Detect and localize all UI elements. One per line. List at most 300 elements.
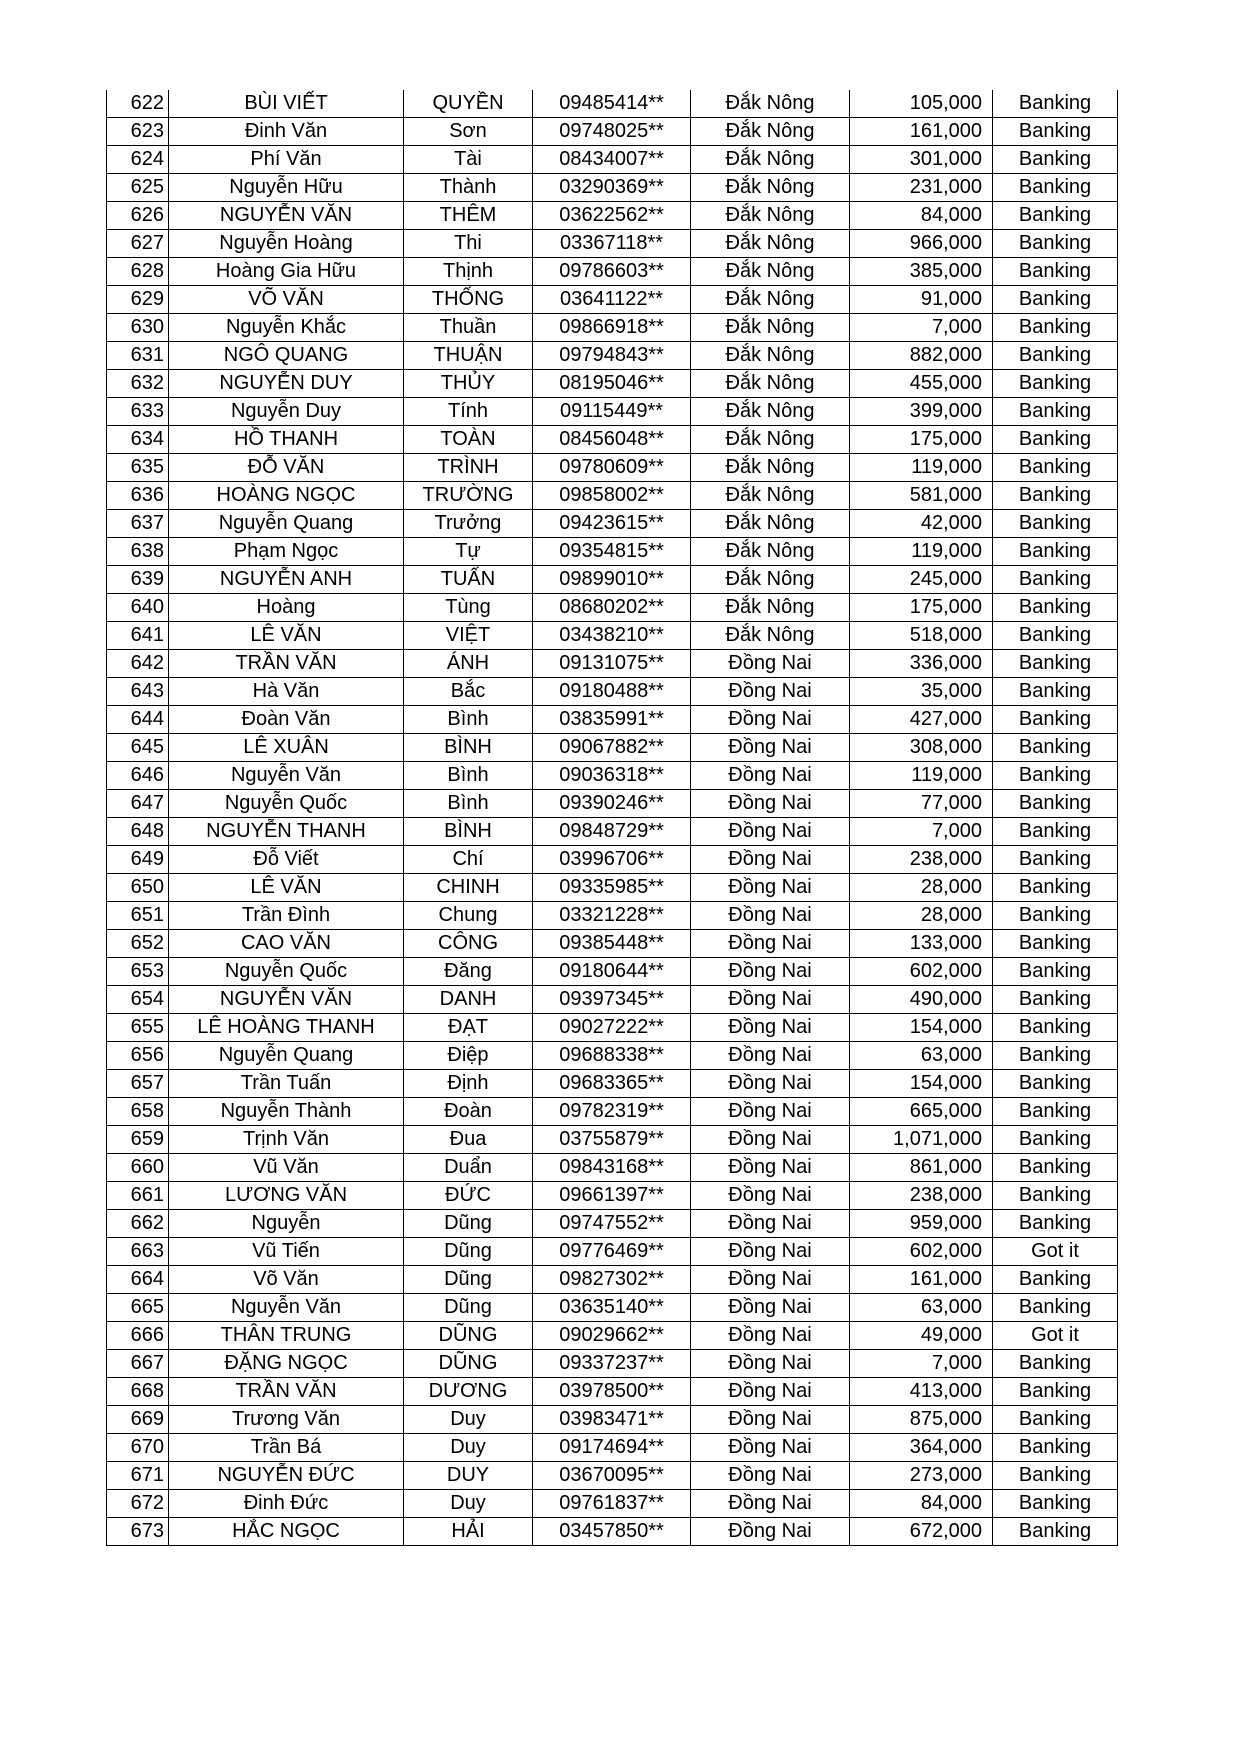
cell-row-number: 669 [107, 1406, 169, 1434]
cell-amount: 427,000 [850, 706, 993, 734]
table-row [107, 174, 1118, 202]
cell-phone-number: 03321228** [533, 902, 691, 930]
cell-phone-number: 09866918** [533, 314, 691, 342]
cell-payment-method: Banking [993, 846, 1118, 874]
cell-row-number: 622 [107, 90, 169, 118]
cell-payment-method: Banking [993, 286, 1118, 314]
cell-payment-method: Banking [993, 1182, 1118, 1210]
cell-given-name: TUẤN [404, 566, 533, 594]
cell-province: Đồng Nai [691, 1434, 850, 1462]
cell-row-number: 644 [107, 706, 169, 734]
cell-phone-number: 09385448** [533, 930, 691, 958]
cell-province: Đồng Nai [691, 1350, 850, 1378]
cell-row-number: 649 [107, 846, 169, 874]
cell-payment-method: Banking [993, 538, 1118, 566]
cell-payment-method: Banking [993, 958, 1118, 986]
cell-payment-method: Banking [993, 174, 1118, 202]
cell-last-middle-name: Hoàng [169, 594, 404, 622]
cell-payment-method: Banking [993, 426, 1118, 454]
table-row [107, 1126, 1118, 1154]
cell-province: Đồng Nai [691, 818, 850, 846]
cell-phone-number: 03996706** [533, 846, 691, 874]
cell-province: Đắk Nông [691, 594, 850, 622]
cell-last-middle-name: Trịnh Văn [169, 1126, 404, 1154]
cell-payment-method: Got it [993, 1322, 1118, 1350]
cell-province: Đồng Nai [691, 678, 850, 706]
table-row [107, 706, 1118, 734]
cell-province: Đồng Nai [691, 1490, 850, 1518]
cell-last-middle-name: Vũ Văn [169, 1154, 404, 1182]
cell-given-name: THỦY [404, 370, 533, 398]
cell-payment-method: Banking [993, 1462, 1118, 1490]
cell-phone-number: 03635140** [533, 1294, 691, 1322]
cell-amount: 602,000 [850, 958, 993, 986]
cell-payment-method: Banking [993, 1294, 1118, 1322]
cell-phone-number: 09899010** [533, 566, 691, 594]
cell-last-middle-name: Trần Bá [169, 1434, 404, 1462]
cell-last-middle-name: Vũ Tiến [169, 1238, 404, 1266]
table-row [107, 202, 1118, 230]
cell-given-name: Bình [404, 706, 533, 734]
cell-phone-number: 09688338** [533, 1042, 691, 1070]
cell-amount: 119,000 [850, 762, 993, 790]
cell-payment-method: Banking [993, 622, 1118, 650]
cell-payment-method: Banking [993, 90, 1118, 118]
cell-row-number: 661 [107, 1182, 169, 1210]
cell-phone-number: 09029662** [533, 1322, 691, 1350]
table-row [107, 930, 1118, 958]
cell-amount: 161,000 [850, 1266, 993, 1294]
cell-last-middle-name: Hà Văn [169, 678, 404, 706]
cell-phone-number: 09027222** [533, 1014, 691, 1042]
cell-amount: 7,000 [850, 1350, 993, 1378]
table-row [107, 902, 1118, 930]
cell-phone-number: 03670095** [533, 1462, 691, 1490]
cell-row-number: 670 [107, 1434, 169, 1462]
cell-payment-method: Banking [993, 1378, 1118, 1406]
cell-amount: 301,000 [850, 146, 993, 174]
cell-phone-number: 09397345** [533, 986, 691, 1014]
cell-payment-method: Banking [993, 1126, 1118, 1154]
cell-given-name: Tùng [404, 594, 533, 622]
cell-province: Đồng Nai [691, 1042, 850, 1070]
cell-province: Đắk Nông [691, 566, 850, 594]
cell-province: Đồng Nai [691, 1406, 850, 1434]
cell-payment-method: Banking [993, 118, 1118, 146]
cell-amount: 63,000 [850, 1294, 993, 1322]
cell-phone-number: 03290369** [533, 174, 691, 202]
cell-amount: 861,000 [850, 1154, 993, 1182]
cell-phone-number: 09485414** [533, 90, 691, 118]
cell-row-number: 658 [107, 1098, 169, 1126]
table-row [107, 1322, 1118, 1350]
cell-last-middle-name: HẮC NGỌC [169, 1518, 404, 1546]
cell-row-number: 651 [107, 902, 169, 930]
cell-amount: 336,000 [850, 650, 993, 678]
cell-province: Đắk Nông [691, 538, 850, 566]
cell-row-number: 625 [107, 174, 169, 202]
cell-row-number: 641 [107, 622, 169, 650]
cell-given-name: TRƯỜNG [404, 482, 533, 510]
cell-phone-number: 08434007** [533, 146, 691, 174]
cell-row-number: 660 [107, 1154, 169, 1182]
cell-amount: 245,000 [850, 566, 993, 594]
table-row [107, 1518, 1118, 1546]
table-row [107, 1042, 1118, 1070]
cell-given-name: Duy [404, 1490, 533, 1518]
cell-phone-number: 03755879** [533, 1126, 691, 1154]
cell-amount: 581,000 [850, 482, 993, 510]
cell-province: Đồng Nai [691, 1014, 850, 1042]
cell-amount: 231,000 [850, 174, 993, 202]
cell-phone-number: 09337237** [533, 1350, 691, 1378]
cell-last-middle-name: Nguyễn Quang [169, 510, 404, 538]
cell-last-middle-name: Nguyễn Hoàng [169, 230, 404, 258]
cell-province: Đồng Nai [691, 790, 850, 818]
table-row [107, 342, 1118, 370]
cell-last-middle-name: THÂN TRUNG [169, 1322, 404, 1350]
table-row [107, 258, 1118, 286]
cell-last-middle-name: Hoàng Gia Hữu [169, 258, 404, 286]
cell-province: Đồng Nai [691, 1210, 850, 1238]
table-row [107, 286, 1118, 314]
cell-payment-method: Banking [993, 1014, 1118, 1042]
cell-given-name: Duy [404, 1406, 533, 1434]
cell-row-number: 653 [107, 958, 169, 986]
cell-last-middle-name: Nguyễn [169, 1210, 404, 1238]
cell-amount: 875,000 [850, 1406, 993, 1434]
cell-last-middle-name: HỒ THANH [169, 426, 404, 454]
cell-given-name: Đua [404, 1126, 533, 1154]
cell-province: Đắk Nông [691, 314, 850, 342]
cell-province: Đồng Nai [691, 734, 850, 762]
cell-given-name: TRÌNH [404, 454, 533, 482]
cell-last-middle-name: Nguyễn Duy [169, 398, 404, 426]
table-row [107, 1294, 1118, 1322]
table-row [107, 1378, 1118, 1406]
cell-phone-number: 03457850** [533, 1518, 691, 1546]
cell-amount: 966,000 [850, 230, 993, 258]
cell-phone-number: 09354815** [533, 538, 691, 566]
cell-last-middle-name: NGUYỄN ANH [169, 566, 404, 594]
cell-given-name: Chung [404, 902, 533, 930]
table-row [107, 1462, 1118, 1490]
cell-given-name: Đăng [404, 958, 533, 986]
table-row [107, 734, 1118, 762]
cell-amount: 7,000 [850, 818, 993, 846]
cell-amount: 84,000 [850, 1490, 993, 1518]
table-row [107, 1098, 1118, 1126]
cell-last-middle-name: Đinh Đức [169, 1490, 404, 1518]
cell-amount: 49,000 [850, 1322, 993, 1350]
cell-payment-method: Banking [993, 510, 1118, 538]
cell-amount: 602,000 [850, 1238, 993, 1266]
cell-province: Đắk Nông [691, 398, 850, 426]
table-row [107, 1266, 1118, 1294]
table-row [107, 426, 1118, 454]
cell-given-name: Duy [404, 1434, 533, 1462]
cell-payment-method: Banking [993, 566, 1118, 594]
cell-phone-number: 03835991** [533, 706, 691, 734]
cell-phone-number: 03438210** [533, 622, 691, 650]
cell-given-name: Dũng [404, 1266, 533, 1294]
cell-given-name: ĐỨC [404, 1182, 533, 1210]
table-row [107, 454, 1118, 482]
cell-payment-method: Banking [993, 314, 1118, 342]
cell-row-number: 654 [107, 986, 169, 1014]
cell-amount: 119,000 [850, 538, 993, 566]
cell-row-number: 656 [107, 1042, 169, 1070]
cell-phone-number: 03978500** [533, 1378, 691, 1406]
cell-phone-number: 03641122** [533, 286, 691, 314]
cell-amount: 238,000 [850, 846, 993, 874]
cell-payment-method: Banking [993, 678, 1118, 706]
cell-last-middle-name: CAO VĂN [169, 930, 404, 958]
cell-payment-method: Banking [993, 734, 1118, 762]
cell-province: Đồng Nai [691, 1154, 850, 1182]
cell-amount: 42,000 [850, 510, 993, 538]
cell-last-middle-name: Võ Văn [169, 1266, 404, 1294]
cell-given-name: Thuần [404, 314, 533, 342]
cell-payment-method: Banking [993, 818, 1118, 846]
cell-amount: 133,000 [850, 930, 993, 958]
cell-row-number: 637 [107, 510, 169, 538]
table-row [107, 1070, 1118, 1098]
table-row [107, 482, 1118, 510]
cell-last-middle-name: NGUYỄN VĂN [169, 986, 404, 1014]
cell-phone-number: 09390246** [533, 790, 691, 818]
cell-phone-number: 09782319** [533, 1098, 691, 1126]
cell-row-number: 628 [107, 258, 169, 286]
cell-last-middle-name: Nguyễn Khắc [169, 314, 404, 342]
table-row [107, 818, 1118, 846]
cell-phone-number: 09848729** [533, 818, 691, 846]
cell-row-number: 664 [107, 1266, 169, 1294]
cell-row-number: 663 [107, 1238, 169, 1266]
cell-phone-number: 09180644** [533, 958, 691, 986]
cell-province: Đồng Nai [691, 1182, 850, 1210]
cell-phone-number: 08680202** [533, 594, 691, 622]
cell-last-middle-name: Phí Văn [169, 146, 404, 174]
table-row [107, 1490, 1118, 1518]
cell-payment-method: Banking [993, 482, 1118, 510]
cell-amount: 273,000 [850, 1462, 993, 1490]
cell-amount: 7,000 [850, 314, 993, 342]
cell-payment-method: Banking [993, 1042, 1118, 1070]
table-row [107, 1182, 1118, 1210]
cell-row-number: 623 [107, 118, 169, 146]
cell-phone-number: 09683365** [533, 1070, 691, 1098]
table-row [107, 566, 1118, 594]
cell-amount: 105,000 [850, 90, 993, 118]
cell-province: Đồng Nai [691, 1070, 850, 1098]
cell-last-middle-name: Nguyễn Hữu [169, 174, 404, 202]
cell-phone-number: 09661397** [533, 1182, 691, 1210]
cell-row-number: 647 [107, 790, 169, 818]
cell-amount: 518,000 [850, 622, 993, 650]
cell-province: Đồng Nai [691, 1462, 850, 1490]
cell-row-number: 662 [107, 1210, 169, 1238]
cell-given-name: Thịnh [404, 258, 533, 286]
table-row [107, 510, 1118, 538]
cell-given-name: Dũng [404, 1210, 533, 1238]
cell-phone-number: 03367118** [533, 230, 691, 258]
cell-row-number: 627 [107, 230, 169, 258]
cell-phone-number: 09180488** [533, 678, 691, 706]
cell-amount: 672,000 [850, 1518, 993, 1546]
cell-given-name: Duẩn [404, 1154, 533, 1182]
table-row [107, 1238, 1118, 1266]
cell-row-number: 673 [107, 1518, 169, 1546]
table-row [107, 874, 1118, 902]
cell-phone-number: 09131075** [533, 650, 691, 678]
cell-amount: 84,000 [850, 202, 993, 230]
cell-amount: 154,000 [850, 1014, 993, 1042]
cell-province: Đồng Nai [691, 1322, 850, 1350]
cell-last-middle-name: NGUYỄN THANH [169, 818, 404, 846]
table-row [107, 118, 1118, 146]
cell-last-middle-name: LÊ HOÀNG THANH [169, 1014, 404, 1042]
cell-province: Đắk Nông [691, 342, 850, 370]
cell-last-middle-name: TRẦN VĂN [169, 650, 404, 678]
cell-row-number: 646 [107, 762, 169, 790]
cell-last-middle-name: Nguyễn Quốc [169, 790, 404, 818]
cell-row-number: 634 [107, 426, 169, 454]
cell-row-number: 639 [107, 566, 169, 594]
cell-last-middle-name: Đoàn Văn [169, 706, 404, 734]
cell-province: Đắk Nông [691, 454, 850, 482]
cell-row-number: 657 [107, 1070, 169, 1098]
cell-province: Đồng Nai [691, 902, 850, 930]
cell-phone-number: 08456048** [533, 426, 691, 454]
cell-last-middle-name: Nguyễn Văn [169, 762, 404, 790]
cell-row-number: 643 [107, 678, 169, 706]
cell-province: Đắk Nông [691, 286, 850, 314]
cell-row-number: 671 [107, 1462, 169, 1490]
cell-row-number: 636 [107, 482, 169, 510]
cell-province: Đắk Nông [691, 510, 850, 538]
cell-amount: 35,000 [850, 678, 993, 706]
cell-payment-method: Got it [993, 1238, 1118, 1266]
cell-last-middle-name: LÊ VĂN [169, 622, 404, 650]
cell-payment-method: Banking [993, 342, 1118, 370]
cell-given-name: Trưởng [404, 510, 533, 538]
cell-phone-number: 03622562** [533, 202, 691, 230]
cell-phone-number: 09761837** [533, 1490, 691, 1518]
cell-last-middle-name: Đinh Văn [169, 118, 404, 146]
cell-given-name: CÔNG [404, 930, 533, 958]
cell-given-name: Dũng [404, 1294, 533, 1322]
cell-province: Đồng Nai [691, 958, 850, 986]
cell-payment-method: Banking [993, 762, 1118, 790]
cell-province: Đắk Nông [691, 622, 850, 650]
cell-payment-method: Banking [993, 258, 1118, 286]
cell-given-name: TOÀN [404, 426, 533, 454]
cell-last-middle-name: NGUYỄN DUY [169, 370, 404, 398]
cell-payment-method: Banking [993, 706, 1118, 734]
cell-given-name: Bình [404, 790, 533, 818]
table-row [107, 398, 1118, 426]
cell-row-number: 629 [107, 286, 169, 314]
cell-given-name: HẢI [404, 1518, 533, 1546]
cell-payment-method: Banking [993, 454, 1118, 482]
cell-province: Đắk Nông [691, 370, 850, 398]
table-row [107, 622, 1118, 650]
cell-payment-method: Banking [993, 1518, 1118, 1546]
cell-province: Đồng Nai [691, 846, 850, 874]
cell-given-name: CHINH [404, 874, 533, 902]
cell-payment-method: Banking [993, 1350, 1118, 1378]
cell-province: Đắk Nông [691, 230, 850, 258]
cell-payment-method: Banking [993, 1434, 1118, 1462]
cell-amount: 1,071,000 [850, 1126, 993, 1154]
cell-last-middle-name: LÊ VĂN [169, 874, 404, 902]
cell-last-middle-name: ĐẶNG NGỌC [169, 1350, 404, 1378]
cell-given-name: BÌNH [404, 734, 533, 762]
cell-row-number: 659 [107, 1126, 169, 1154]
cell-row-number: 655 [107, 1014, 169, 1042]
cell-last-middle-name: LƯƠNG VĂN [169, 1182, 404, 1210]
cell-province: Đồng Nai [691, 1126, 850, 1154]
table-row [107, 538, 1118, 566]
cell-row-number: 666 [107, 1322, 169, 1350]
cell-last-middle-name: Trương Văn [169, 1406, 404, 1434]
cell-payment-method: Banking [993, 874, 1118, 902]
cell-payment-method: Banking [993, 1406, 1118, 1434]
cell-last-middle-name: Trần Đình [169, 902, 404, 930]
cell-phone-number: 09747552** [533, 1210, 691, 1238]
table-row [107, 790, 1118, 818]
cell-amount: 28,000 [850, 874, 993, 902]
cell-last-middle-name: Phạm Ngọc [169, 538, 404, 566]
cell-phone-number: 09036318** [533, 762, 691, 790]
cell-province: Đồng Nai [691, 706, 850, 734]
cell-amount: 238,000 [850, 1182, 993, 1210]
cell-given-name: Định [404, 1070, 533, 1098]
cell-amount: 161,000 [850, 118, 993, 146]
cell-given-name: THÊM [404, 202, 533, 230]
cell-row-number: 667 [107, 1350, 169, 1378]
cell-phone-number: 09858002** [533, 482, 691, 510]
cell-given-name: Dũng [404, 1238, 533, 1266]
cell-row-number: 632 [107, 370, 169, 398]
cell-given-name: DUY [404, 1462, 533, 1490]
cell-payment-method: Banking [993, 1098, 1118, 1126]
cell-given-name: DƯƠNG [404, 1378, 533, 1406]
cell-amount: 959,000 [850, 1210, 993, 1238]
cell-row-number: 645 [107, 734, 169, 762]
cell-row-number: 630 [107, 314, 169, 342]
cell-province: Đồng Nai [691, 874, 850, 902]
cell-amount: 413,000 [850, 1378, 993, 1406]
cell-province: Đắk Nông [691, 174, 850, 202]
cell-phone-number: 09776469** [533, 1238, 691, 1266]
table-row [107, 1406, 1118, 1434]
cell-phone-number: 03983471** [533, 1406, 691, 1434]
cell-given-name: Bình [404, 762, 533, 790]
table-row [107, 1154, 1118, 1182]
cell-province: Đắk Nông [691, 482, 850, 510]
cell-payment-method: Banking [993, 398, 1118, 426]
cell-row-number: 648 [107, 818, 169, 846]
cell-amount: 175,000 [850, 594, 993, 622]
cell-amount: 91,000 [850, 286, 993, 314]
cell-given-name: Tài [404, 146, 533, 174]
table-row [107, 146, 1118, 174]
cell-row-number: 640 [107, 594, 169, 622]
table-row [107, 678, 1118, 706]
cell-province: Đắk Nông [691, 118, 850, 146]
